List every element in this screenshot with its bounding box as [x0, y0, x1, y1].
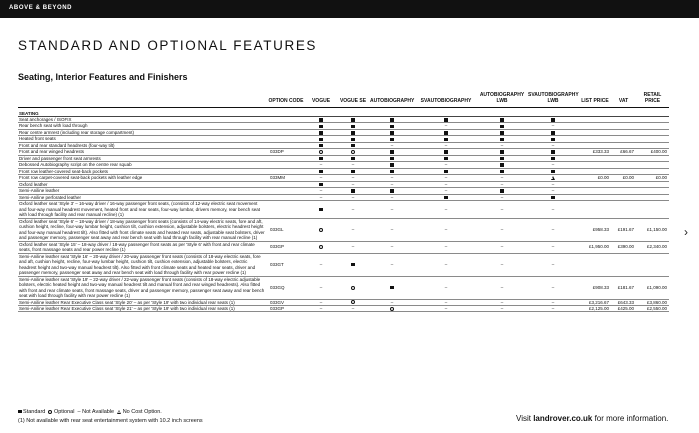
availability-cell — [369, 306, 415, 312]
not-available-mark: – — [351, 162, 355, 168]
chevron-right-icon[interactable]: › — [684, 225, 688, 239]
standard-icon — [319, 138, 323, 142]
feature-description: Oxford leather seat 'Style 3' – 16-way driver / 16-way passenger front seats, (consists of 12-way electric seat movement and four-way manual headrest movement, heated front and rear seats, four-way lumbar, drivers memory, rear bench seat with load through facility and rear manual recline) (1) — [18, 201, 267, 218]
standard-icon — [390, 125, 394, 129]
standard-icon — [390, 150, 394, 154]
standard-icon — [390, 163, 394, 167]
table-body — [18, 107, 669, 312]
feature-description: Front row leather-covered seat-back pockets — [18, 168, 267, 174]
not-available-mark: – — [444, 142, 448, 148]
standard-icon — [319, 144, 323, 148]
not-available-mark: – — [551, 261, 555, 267]
feature-description: Front and rear winged headrests — [18, 149, 267, 155]
top-bar — [0, 0, 699, 18]
availability-cell — [527, 201, 579, 218]
retail-price: £2,550.00 — [636, 306, 669, 312]
option-code: 033GV — [267, 299, 305, 305]
not-available-mark: – — [319, 306, 323, 311]
not-available-mark: – — [551, 244, 555, 250]
table-row — [18, 306, 669, 312]
not-available-mark: – — [351, 181, 355, 187]
legend-standard: Standard — [23, 409, 46, 415]
vat: £181.67 — [611, 276, 636, 299]
standard-icon — [500, 189, 504, 193]
legend-standard-icon — [18, 410, 22, 414]
availability-cell — [415, 218, 477, 241]
standard-icon — [551, 150, 555, 154]
standard-icon — [319, 131, 323, 135]
standard-icon — [444, 118, 448, 122]
standard-icon — [551, 196, 555, 200]
not-available-mark: – — [390, 261, 394, 267]
retail-price: £0.00 — [636, 175, 669, 181]
availability-cell — [415, 306, 477, 312]
list-price: £1,950.00 — [579, 241, 611, 253]
availability-cell — [477, 218, 527, 241]
not-available-mark: – — [390, 142, 394, 148]
column-header: SVAUTOBIOGRAPHY — [420, 97, 472, 104]
feature-description: Front row carpet-covered seat-back pockets with leather edge — [18, 175, 267, 181]
vat: £66.67 — [611, 149, 636, 155]
brand-label: ABOVE & BEYOND — [9, 5, 73, 11]
standard-icon — [444, 150, 448, 154]
column-header — [18, 93, 267, 107]
standard-icon — [319, 125, 323, 129]
standard-icon — [551, 170, 555, 174]
standard-icon — [500, 138, 504, 142]
standard-icon — [351, 131, 355, 135]
retail-price: £1,090.00 — [636, 276, 669, 299]
standard-icon — [500, 170, 504, 174]
feature-description: Seat anchorages / ISOFIX — [18, 116, 267, 122]
not-available-mark: – — [551, 162, 555, 168]
table-row — [18, 276, 669, 299]
standard-icon — [551, 138, 555, 142]
standard-icon — [351, 189, 355, 193]
not-available-mark: – — [551, 142, 555, 148]
availability-cell — [527, 253, 579, 276]
not-available-mark: – — [444, 261, 448, 267]
feature-description: Semi-Aniline leather seat 'Style 19' – 22-way driver / 22-way passenger front seats (consists of 18-way electric adjustable bolsters, electric heated height and two-way manual headrest tilt and manual front and rear winged headrests). Also fitted with front and rear climate seats, front massage seats, driver and passenger memory, passenger seat away and rear bench seat with load through facility with rear power recline (1) — [18, 276, 267, 299]
features-table-wrap — [18, 93, 669, 312]
standard-icon — [500, 163, 504, 167]
not-available-mark: – — [444, 299, 448, 305]
standard-icon — [390, 189, 394, 193]
vat: £191.67 — [611, 218, 636, 241]
optional-icon — [351, 286, 355, 290]
feature-description: Front and rear standard headrests (four-way tilt) — [18, 142, 267, 148]
standard-icon — [444, 138, 448, 142]
vat — [611, 201, 636, 218]
not-available-mark: – — [319, 188, 323, 194]
column-header: AUTOBIOGRAPHY — [370, 97, 415, 104]
retail-price: £3,860.00 — [636, 299, 669, 305]
column-header: VOGUE — [311, 97, 331, 104]
availability-cell — [527, 276, 579, 299]
footnote: (1) Not available with rear seat entertainment system with 10.2 inch screens — [18, 418, 203, 424]
not-available-mark: – — [500, 261, 504, 267]
availability-cell — [415, 201, 477, 218]
not-available-mark: – — [551, 306, 555, 311]
optional-icon — [319, 245, 323, 249]
standard-icon — [390, 157, 394, 161]
not-available-mark: – — [351, 226, 355, 232]
availability-cell — [337, 276, 369, 299]
option-code: 033GT — [267, 253, 305, 276]
availability-cell — [305, 253, 337, 276]
column-header: VAT — [618, 97, 629, 104]
optional-icon — [319, 228, 323, 232]
retail-price — [636, 253, 669, 276]
section-label: SEATING — [18, 107, 669, 116]
section-title: Seating, Interior Features and Finishers — [18, 72, 188, 82]
standard-icon — [500, 118, 504, 122]
option-code: 033GP — [267, 241, 305, 253]
optional-icon — [351, 300, 355, 304]
not-available-mark: – — [500, 299, 504, 305]
option-code: 033MM — [267, 175, 305, 181]
feature-description: Oxford leather seat 'Style 6' – 18-way driver / 18-way passenger front seats (consists of 14-way electric seats, fore and aft, cushion height, recline, four-way lumbar height, cushion tilt, cushion extension, adjustable bolsters, electric headrest height and four-way manual headrest tilt). Also fitted with front climate seats and heated rear seats, adjustable seat bolsters, driver and passenger memory, passenger seat away and rear bench seat with load through facility with rear manual recline (1) — [18, 218, 267, 241]
footer-suffix: for more information. — [592, 414, 669, 423]
feature-description: Rear centre armrest (including rear storage compartment) — [18, 129, 267, 135]
feature-description: Semi-Aniline leather — [18, 188, 267, 194]
not-available-mark: – — [500, 181, 504, 187]
not-available-mark: – — [319, 261, 323, 267]
list-price: £908.33 — [579, 276, 611, 299]
standard-icon — [351, 170, 355, 174]
availability-cell — [369, 276, 415, 299]
standard-icon — [500, 157, 504, 161]
list-price: £3,216.67 — [579, 299, 611, 305]
not-available-mark: – — [444, 206, 448, 212]
not-available-mark: – — [351, 244, 355, 250]
standard-icon — [500, 125, 504, 129]
legend — [18, 409, 162, 415]
not-available-mark: – — [444, 162, 448, 168]
footer-link — [516, 414, 668, 423]
not-available-mark: – — [500, 175, 504, 181]
availability-cell — [369, 241, 415, 253]
table-row — [18, 201, 669, 218]
optional-icon — [390, 307, 394, 311]
availability-cell — [305, 201, 337, 218]
optional-icon — [351, 150, 355, 154]
not-available-mark: – — [351, 306, 355, 311]
not-available-mark: – — [390, 244, 394, 250]
page-title: STANDARD AND OPTIONAL FEATURES — [18, 38, 318, 53]
not-available-mark: – — [500, 194, 504, 200]
not-available-mark: – — [444, 244, 448, 250]
standard-icon — [444, 131, 448, 135]
not-available-mark: – — [319, 284, 323, 290]
column-header: OPTION CODE — [268, 97, 304, 104]
features-table — [18, 93, 669, 312]
standard-icon — [319, 208, 323, 212]
availability-cell — [477, 201, 527, 218]
section-row — [18, 107, 669, 116]
availability-cell — [337, 306, 369, 312]
availability-cell — [527, 306, 579, 312]
feature-description: Oxford leather seat 'Style 15' – 18-way driver / 18-way passenger front seats as per 'Style 6' with front and rear climate seats, front massage seats and rear power recline (1) — [18, 241, 267, 253]
not-available-mark: – — [444, 306, 448, 311]
not-available-mark: – — [551, 206, 555, 212]
list-price — [579, 201, 611, 218]
availability-cell — [305, 306, 337, 312]
column-header: SVAUTOBIOGRAPHY LWB — [528, 92, 579, 104]
column-header: LIST PRICE — [581, 97, 609, 104]
not-available-mark: – — [551, 299, 555, 305]
not-available-mark: – — [500, 226, 504, 232]
standard-icon — [351, 138, 355, 142]
standard-icon — [390, 131, 394, 135]
legend-optional: Optional — [53, 409, 75, 415]
vat: £643.33 — [611, 299, 636, 305]
feature-description: Semi-Aniline perforated leather — [18, 194, 267, 200]
table-row — [18, 253, 669, 276]
availability-cell — [305, 241, 337, 253]
availability-cell — [477, 241, 527, 253]
standard-icon — [551, 118, 555, 122]
not-available-mark: – — [319, 299, 323, 305]
availability-cell — [337, 218, 369, 241]
standard-icon — [500, 150, 504, 154]
not-available-mark: – — [500, 306, 504, 311]
table-header-row — [18, 93, 669, 107]
legend-no-cost-icon — [117, 410, 121, 414]
not-available-mark: – — [551, 284, 555, 290]
not-available-mark: – — [390, 181, 394, 187]
standard-icon — [444, 170, 448, 174]
not-available-mark: – — [444, 181, 448, 187]
standard-icon — [319, 170, 323, 174]
not-available-mark: – — [551, 188, 555, 194]
not-available-mark: – — [390, 226, 394, 232]
website-link[interactable]: landrover.co.uk — [533, 414, 593, 423]
availability-cell — [337, 201, 369, 218]
vat: £390.00 — [611, 241, 636, 253]
not-available-mark: – — [390, 194, 394, 200]
availability-cell — [477, 253, 527, 276]
feature-description: Rear bench seat with load through — [18, 123, 267, 129]
option-code: 033GP — [267, 306, 305, 312]
availability-cell — [477, 306, 527, 312]
standard-icon — [351, 118, 355, 122]
feature-description: Oxford leather — [18, 181, 267, 187]
feature-description: Heated front seats — [18, 136, 267, 142]
vat: £425.00 — [611, 306, 636, 312]
not-available-mark: – — [551, 123, 555, 129]
retail-price — [636, 201, 669, 218]
vat: £0.00 — [611, 175, 636, 181]
standard-icon — [444, 157, 448, 161]
not-available-mark: – — [390, 206, 394, 212]
not-available-mark: – — [444, 284, 448, 290]
not-available-mark: – — [444, 188, 448, 194]
option-code — [267, 201, 305, 218]
feature-description: Semi-Aniline leather seat 'Style 16' – 20-way driver / 20-way passenger front seats (consists of 18-way electric seats, fore and aft, cushion height, recline, four-way lumbar height, cushion tilt, cushion extension, adjustable bolsters, electric headrest height and two-way manual headrest tilt). Also fitted with front climate seats and heated rear seats, driver and passenger memory, passenger seat away and rear bench seat with load through facility with rear power recline (1) — [18, 253, 267, 276]
not-available-mark: – — [500, 142, 504, 148]
standard-icon — [390, 138, 394, 142]
not-available-mark: – — [351, 175, 355, 181]
list-price: £2,125.00 — [579, 306, 611, 312]
not-available-mark: – — [390, 299, 394, 305]
availability-cell — [415, 241, 477, 253]
no-cost-icon — [551, 176, 555, 180]
column-header: AUTOBIOGRAPHY LWB — [479, 92, 525, 104]
availability-cell — [369, 218, 415, 241]
standard-icon — [551, 131, 555, 135]
standard-icon — [351, 144, 355, 148]
not-available-mark: – — [500, 206, 504, 212]
standard-icon — [351, 125, 355, 129]
optional-icon — [319, 150, 323, 154]
list-price: £333.33 — [579, 149, 611, 155]
list-price: £958.33 — [579, 218, 611, 241]
standard-icon — [390, 286, 394, 290]
standard-icon — [319, 118, 323, 122]
feature-description: Debossed Autobiography script on the centre rear squab — [18, 162, 267, 168]
legend-not-available: – Not Available — [77, 409, 115, 415]
standard-icon — [351, 157, 355, 161]
standard-icon — [500, 131, 504, 135]
option-code: 033GQ — [267, 276, 305, 299]
not-available-mark: – — [319, 175, 323, 181]
not-available-mark: – — [319, 162, 323, 168]
column-header: RETAIL PRICE — [643, 92, 662, 104]
availability-cell — [337, 241, 369, 253]
standard-icon — [390, 118, 394, 122]
list-price — [579, 253, 611, 276]
availability-cell — [477, 276, 527, 299]
feature-description: Semi-Aniline leather Rear Executive Class seat 'Style 21' – as per 'Style 19' with two individual rear seats (1) — [18, 306, 267, 312]
not-available-mark: – — [551, 181, 555, 187]
option-code: 033DP — [267, 149, 305, 155]
availability-cell — [527, 218, 579, 241]
availability-cell — [415, 276, 477, 299]
not-available-mark: – — [351, 206, 355, 212]
standard-icon — [351, 263, 355, 267]
availability-cell — [305, 276, 337, 299]
standard-icon — [551, 157, 555, 161]
table-row — [18, 218, 669, 241]
footer-prefix: Visit — [516, 414, 534, 423]
not-available-mark: – — [444, 226, 448, 232]
column-header: VOGUE SE — [339, 97, 367, 104]
availability-cell — [337, 253, 369, 276]
feature-description: Driver and passenger front seat armrests — [18, 155, 267, 161]
availability-cell — [527, 241, 579, 253]
not-available-mark: – — [500, 284, 504, 290]
table-row — [18, 241, 669, 253]
not-available-mark: – — [390, 175, 394, 181]
list-price: £0.00 — [579, 175, 611, 181]
availability-cell — [305, 218, 337, 241]
availability-cell — [369, 201, 415, 218]
option-code: 033GL — [267, 218, 305, 241]
not-available-mark: – — [500, 244, 504, 250]
not-available-mark: – — [351, 194, 355, 200]
feature-description: Semi-Aniline leather Rear Executive Class seat 'Style 20' – as per 'Style 19' with two individual rear seats (1) — [18, 299, 267, 305]
availability-cell — [369, 253, 415, 276]
legend-no-cost: No Cost Option. — [122, 409, 162, 415]
standard-icon — [319, 183, 323, 187]
retail-price: £2,340.00 — [636, 241, 669, 253]
standard-icon — [444, 196, 448, 200]
not-available-mark: – — [551, 226, 555, 232]
vat — [611, 253, 636, 276]
retail-price: £1,150.00 — [636, 218, 669, 241]
standard-icon — [390, 170, 394, 174]
legend-optional-icon — [48, 410, 52, 414]
not-available-mark: – — [444, 175, 448, 181]
retail-price: £400.00 — [636, 149, 669, 155]
availability-cell — [415, 253, 477, 276]
not-available-mark: – — [444, 123, 448, 129]
not-available-mark: – — [319, 194, 323, 200]
standard-icon — [319, 157, 323, 161]
